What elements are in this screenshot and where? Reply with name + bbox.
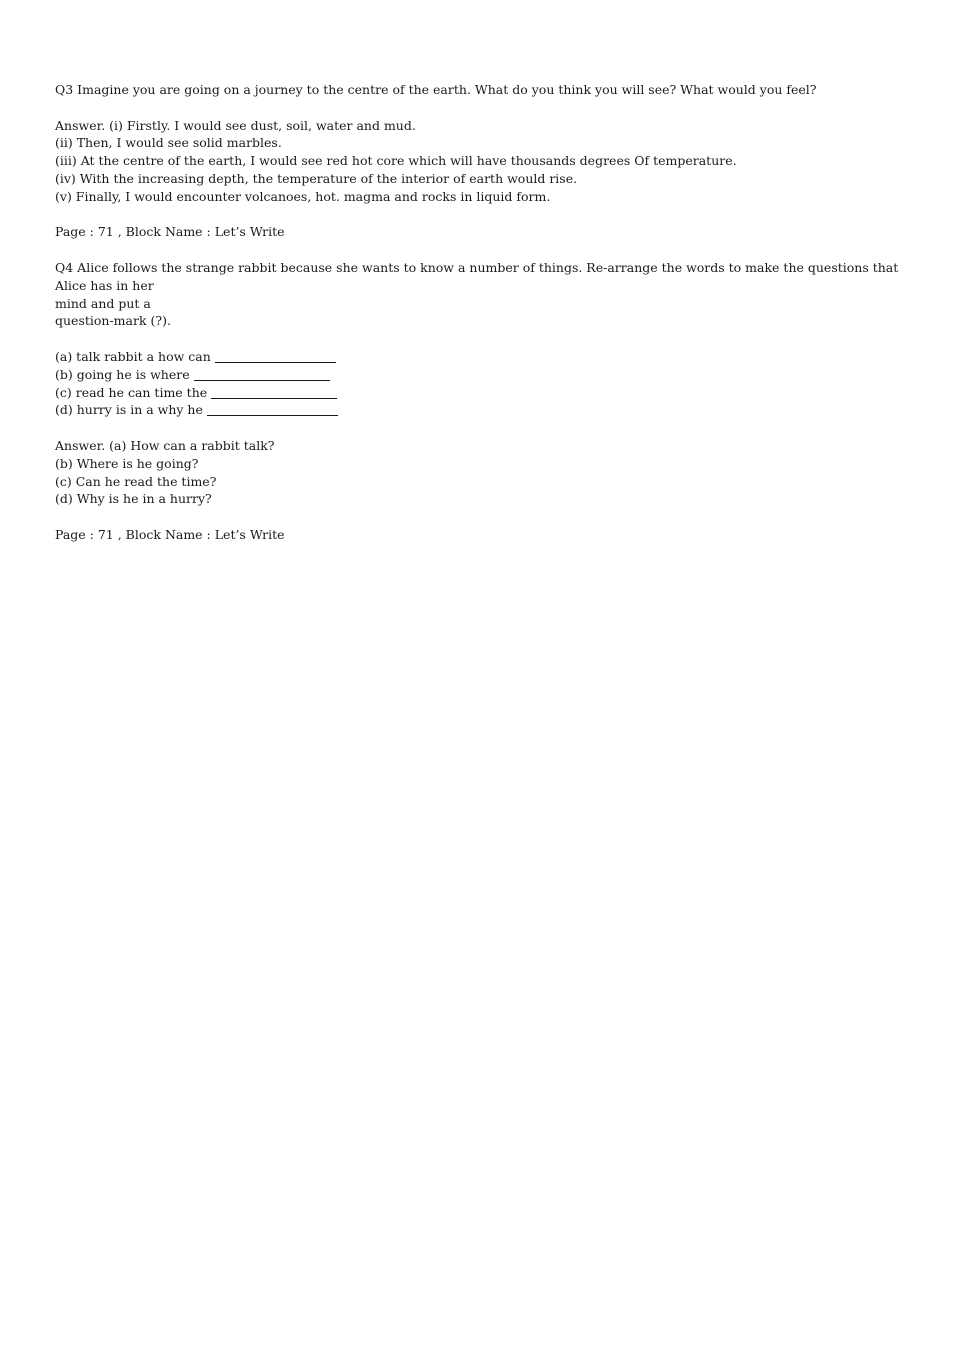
document-page xyxy=(55,81,915,544)
q3-question: Q3 Imagine you are going on a journey to the centre of the earth. What do you think you will see? What would you feel? xyxy=(55,82,817,97)
spacer xyxy=(55,330,915,348)
q4-prompt-text: (a) talk rabbit a how can xyxy=(55,348,211,364)
q4-prompt xyxy=(55,366,915,384)
answer-blank-line xyxy=(207,414,338,416)
q3-answer-line: (v) Finally, I would encounter volcanoes, hot. magma and rocks in liquid form. xyxy=(55,188,551,204)
q4-question-line: mind and put a xyxy=(55,295,151,311)
spacer xyxy=(55,508,915,526)
q4-prompt-text: (d) hurry is in a why he xyxy=(55,402,203,418)
q4-prompt-text: (b) going he is where xyxy=(55,366,190,382)
spacer xyxy=(55,419,915,437)
q3-page-reference: Page : 71 , Block Name : Let’s Write xyxy=(55,224,285,240)
q3-answer-line: Answer. (i) Firstly. I would see dust, soil, water and mud. xyxy=(55,117,416,133)
q4-prompt xyxy=(55,348,915,366)
q3-answer-line: (iii) At the centre of the earth, I would see red hot core which will have thousands degrees Of temperature. xyxy=(55,153,737,169)
q4-prompt xyxy=(55,401,915,419)
q3-answer-line: (ii) Then, I would see solid marbles. xyxy=(55,135,282,151)
spacer xyxy=(55,99,915,117)
q3-answer-line: (iv) With the increasing depth, the temperature of the interior of earth would rise. xyxy=(55,170,578,186)
q4-answer-line: (d) Why is he in a hurry? xyxy=(55,491,212,507)
q4-question-line: Q4 Alice follows the strange rabbit because she wants to know a number of things. Re-arrange the words to make the questions that Alice has in her xyxy=(55,259,903,293)
answer-blank-line xyxy=(215,361,336,363)
spacer xyxy=(55,241,915,259)
q4-answer-line: (b) Where is he going? xyxy=(55,455,199,471)
q4-answer-line: Answer. (a) How can a rabbit talk? xyxy=(55,437,275,453)
q4-page-reference: Page : 71 , Block Name : Let’s Write xyxy=(55,526,285,542)
answer-blank-line xyxy=(194,379,330,381)
q4-question-line: question-mark (?). xyxy=(55,313,171,329)
q4-prompt-text: (c) read he can time the xyxy=(55,384,208,400)
q4-answer-line: (c) Can he read the time? xyxy=(55,473,217,489)
answer-blank-line xyxy=(211,397,337,399)
spacer xyxy=(55,206,915,224)
q4-prompt xyxy=(55,384,915,402)
